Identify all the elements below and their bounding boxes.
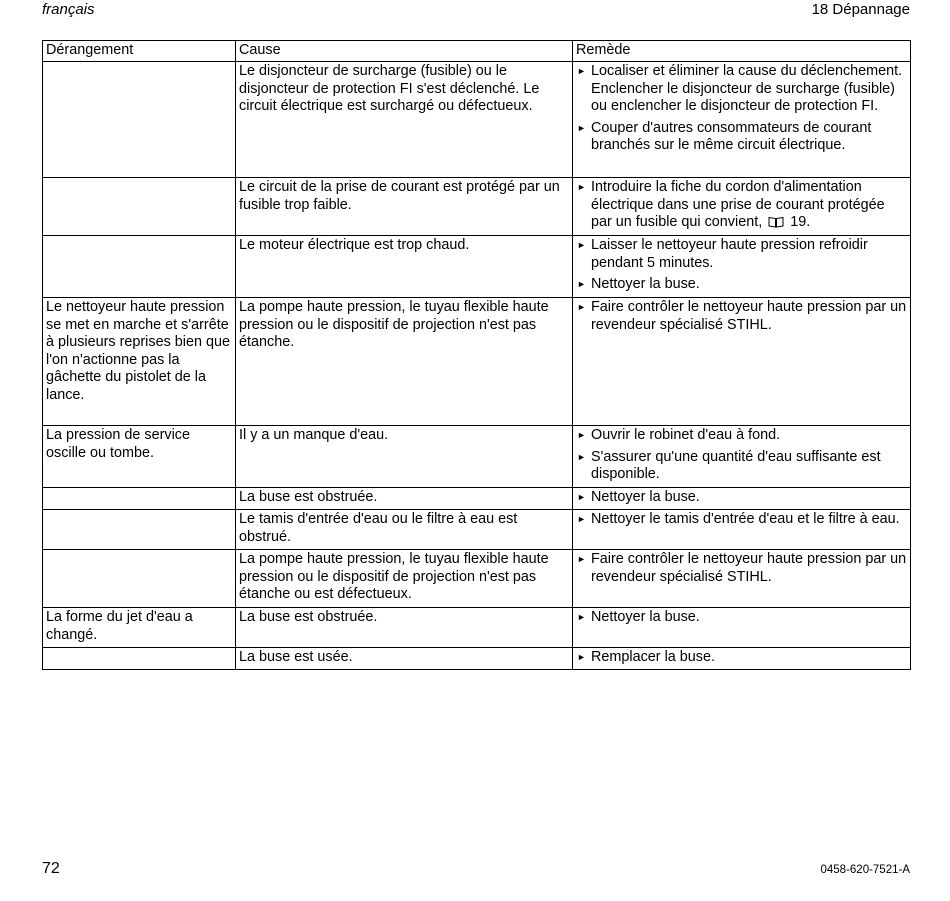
- remedy-cell: [573, 608, 911, 648]
- remedy-item: [576, 427, 907, 445]
- fault-cell: La forme du jet d'eau a changé.: [43, 608, 236, 648]
- header-section-title: 18 Dépannage: [811, 1, 910, 18]
- troubleshooting-table: [42, 40, 911, 670]
- cause-cell: La buse est obstruée.: [236, 608, 573, 648]
- remedy-item: [576, 120, 907, 155]
- triangle-bullet-icon: ►: [577, 514, 586, 524]
- table-row: [43, 608, 911, 648]
- remedy-cell: [573, 426, 911, 488]
- remedy-cell: [573, 236, 911, 298]
- triangle-bullet-icon: ►: [577, 240, 586, 250]
- page-reference: 19.: [790, 214, 811, 230]
- table-header-row: [43, 41, 911, 62]
- cause-cell: Le disjoncteur de surcharge (fusible) ou le disjoncteur de protection FI s'est déclenché. Le circuit électrique est surchargé ou défectueux.: [236, 62, 573, 178]
- table-row: [43, 426, 911, 488]
- triangle-bullet-icon: ►: [577, 492, 586, 502]
- remedy-text: Faire contrôler le nettoyeur haute pression par un revendeur spécialisé STIHL.: [591, 299, 907, 333]
- triangle-bullet-icon: ►: [577, 612, 586, 622]
- remedy-text: Localiser et éliminer la cause du déclenchement. Enclencher le disjoncteur de surcharge (fusible) ou enclencher le disjoncteur de protection FI.: [591, 63, 903, 114]
- table-row: [43, 550, 911, 608]
- remedy-item: [576, 237, 907, 272]
- remedy-item: [576, 299, 907, 334]
- remedy-text: Introduire la fiche du cordon d'alimentation électrique dans une prise de courant protégée par un fusible qui convient,: [591, 179, 885, 230]
- remedy-text: Ouvrir le robinet d'eau à fond.: [591, 427, 781, 443]
- table-row: [43, 298, 911, 426]
- fault-cell: Le nettoyeur haute pression se met en marche et s'arrête à plusieurs reprises bien que l'on n'actionne pas la gâchette du pistolet de la lance.: [43, 298, 236, 426]
- page-number: 72: [42, 860, 60, 877]
- remedy-item: [576, 649, 907, 667]
- cause-cell: Le moteur électrique est trop chaud.: [236, 236, 573, 298]
- table-row: [43, 488, 911, 510]
- remedy-item: [576, 551, 907, 586]
- remedy-text: Couper d'autres consommateurs de courant branchés sur le même circuit électrique.: [591, 119, 872, 153]
- column-header-fault: Dérangement: [43, 41, 236, 62]
- remedy-text: Nettoyer la buse.: [591, 489, 700, 505]
- triangle-bullet-icon: ►: [577, 279, 586, 289]
- fault-cell: [43, 236, 236, 298]
- triangle-bullet-icon: ►: [577, 66, 586, 76]
- remedy-item: [576, 511, 907, 529]
- remedy-cell: [573, 178, 911, 236]
- cause-cell: La pompe haute pression, le tuyau flexible haute pression ou le dispositif de projection n'est pas étanche ou est défectueux.: [236, 550, 573, 608]
- triangle-bullet-icon: ►: [577, 302, 586, 312]
- cause-cell: Il y a un manque d'eau.: [236, 426, 573, 488]
- remedy-item: [576, 276, 907, 294]
- remedy-text: Nettoyer la buse.: [591, 276, 700, 292]
- book-icon: [768, 216, 784, 228]
- remedy-text: Faire contrôler le nettoyeur haute pression par un revendeur spécialisé STIHL.: [591, 551, 907, 585]
- triangle-bullet-icon: ►: [577, 182, 586, 192]
- column-header-cause: Cause: [236, 41, 573, 62]
- fault-cell: [43, 62, 236, 178]
- remedy-item: [576, 63, 907, 116]
- fault-cell: La pression de service oscille ou tombe.: [43, 426, 236, 488]
- fault-cell: [43, 488, 236, 510]
- cause-cell: Le tamis d'entrée d'eau ou le filtre à eau est obstrué.: [236, 510, 573, 550]
- remedy-item: [576, 609, 907, 627]
- remedy-text: Nettoyer le tamis d'entrée d'eau et le filtre à eau.: [591, 511, 900, 527]
- triangle-bullet-icon: ►: [577, 652, 586, 662]
- fault-cell: [43, 550, 236, 608]
- table-row: [43, 178, 911, 236]
- remedy-cell: [573, 62, 911, 178]
- remedy-item: [576, 489, 907, 507]
- remedy-text: Laisser le nettoyeur haute pression refroidir pendant 5 minutes.: [591, 237, 868, 271]
- cause-cell: La buse est usée.: [236, 648, 573, 670]
- remedy-text: Nettoyer la buse.: [591, 609, 700, 625]
- table-row: [43, 62, 911, 178]
- cause-cell: La buse est obstruée.: [236, 488, 573, 510]
- triangle-bullet-icon: ►: [577, 430, 586, 440]
- fault-cell: [43, 648, 236, 670]
- remedy-cell: [573, 550, 911, 608]
- header-language: français: [42, 1, 95, 18]
- remedy-text: Remplacer la buse.: [591, 649, 715, 665]
- remedy-cell: [573, 298, 911, 426]
- remedy-item: [576, 179, 907, 232]
- remedy-text: S'assurer qu'une quantité d'eau suffisante est disponible.: [591, 448, 881, 482]
- table-body: [43, 62, 911, 670]
- column-header-remedy: Remède: [573, 41, 911, 62]
- triangle-bullet-icon: ►: [577, 122, 586, 133]
- fault-cell: [43, 510, 236, 550]
- fault-cell: [43, 178, 236, 236]
- table-row: [43, 648, 911, 670]
- table-row: [43, 236, 911, 298]
- cause-cell: La pompe haute pression, le tuyau flexible haute pression ou le dispositif de projection n'est pas étanche.: [236, 298, 573, 426]
- table-row: [43, 510, 911, 550]
- remedy-cell: [573, 488, 911, 510]
- remedy-cell: [573, 648, 911, 670]
- remedy-item: [576, 449, 907, 484]
- document-code: 0458-620-7521-A: [820, 864, 910, 876]
- triangle-bullet-icon: ►: [577, 451, 586, 462]
- cause-cell: Le circuit de la prise de courant est protégé par un fusible trop faible.: [236, 178, 573, 236]
- triangle-bullet-icon: ►: [577, 554, 586, 564]
- remedy-cell: [573, 510, 911, 550]
